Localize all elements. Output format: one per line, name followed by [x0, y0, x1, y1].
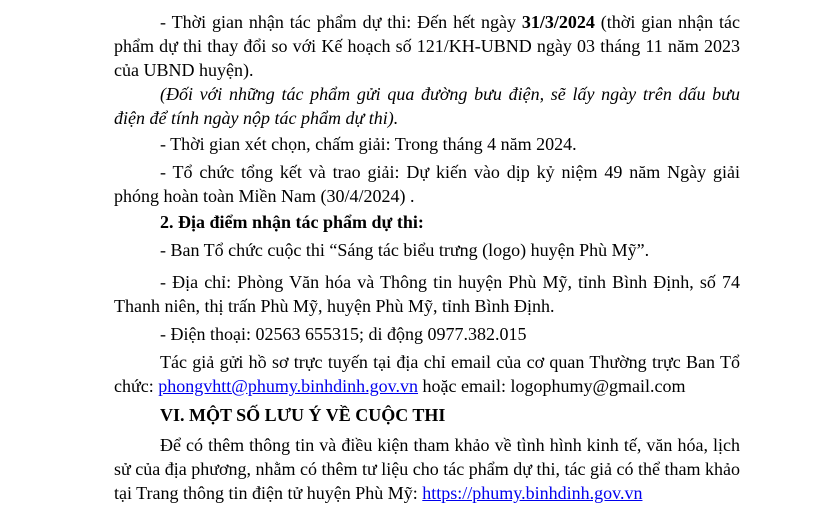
deadline-suffix: (thời gian nhận tác phẩm dự thi thay đổi so với Kế hoạch số 121/KH-UBND ngày 03 tháng 11 năm 2023 của UBND huyện).	[114, 12, 741, 80]
email-paragraph	[114, 350, 740, 398]
reference-paragraph	[114, 433, 740, 505]
deadline-date: 31/3/2024	[521, 12, 595, 32]
address-text: - Địa chỉ: Phòng Văn hóa và Thông tin huyện Phù Mỹ, tỉnh Bình Định, số 74 Thanh niên, thị trấn Phù Mỹ, huyện Phù Mỹ, tỉnh Bình Định.	[114, 272, 740, 316]
submission-deadline-paragraph	[114, 10, 740, 82]
award-ceremony-text: - Tổ chức tổng kết và trao giải: Dự kiến vào dịp kỷ niệm 49 năm Ngày giải phóng hoàn toàn Miền Nam (30/4/2024) .	[114, 162, 740, 206]
award-ceremony-paragraph	[114, 160, 740, 208]
postal-note-paragraph	[114, 82, 740, 130]
section-2-heading-text: 2. Địa điểm nhận tác phẩm dự thi:	[160, 212, 424, 232]
section-2-heading	[114, 210, 740, 234]
organizer-text: - Ban Tổ chức cuộc thi “Sáng tác biểu trưng (logo) huyện Phù Mỹ”.	[160, 240, 650, 260]
section-vi-heading-text: VI. MỘT SỐ LƯU Ý VỀ CUỘC THI	[160, 405, 446, 425]
email-prefix: Tác giả gửi hồ sơ trực tuyến tại địa chỉ email của cơ quan Thường trực Ban Tổ chức:	[114, 352, 740, 396]
postal-note-text: (Đối với những tác phẩm gửi qua đường bưu điện, sẽ lấy ngày trên dấu bưu điện để tính ngày nộp tác phẩm dự thi).	[114, 84, 740, 128]
website-link[interactable]: https://phumy.binhdinh.gov.vn	[422, 483, 643, 503]
email-link[interactable]: phongvhtt@phumy.binhdinh.gov.vn	[158, 376, 418, 396]
reference-prefix: Để có thêm thông tin và điều kiện tham khảo về tình hình kinh tế, văn hóa, lịch sử của địa phương, nhằm có thêm tư liệu cho tác phẩm dự thi, tác giả có thể tham khảo tại Trang thông tin điện tử huyện Phù Mỹ:	[114, 435, 740, 503]
deadline-prefix: - Thời gian nhận tác phẩm dự thi: Đến hết ngày	[160, 12, 522, 32]
address-paragraph	[114, 270, 740, 318]
judging-time-paragraph	[114, 132, 740, 156]
judging-time-text: - Thời gian xét chọn, chấm giải: Trong tháng 4 năm 2024.	[160, 134, 577, 154]
phone-text: - Điện thoại: 02563 655315; di động 0977.382.015	[160, 324, 527, 344]
email-suffix: hoặc email: logophumy@gmail.com	[418, 376, 686, 396]
organizer-paragraph	[114, 238, 740, 262]
section-vi-heading	[114, 403, 740, 427]
phone-paragraph	[114, 322, 740, 346]
